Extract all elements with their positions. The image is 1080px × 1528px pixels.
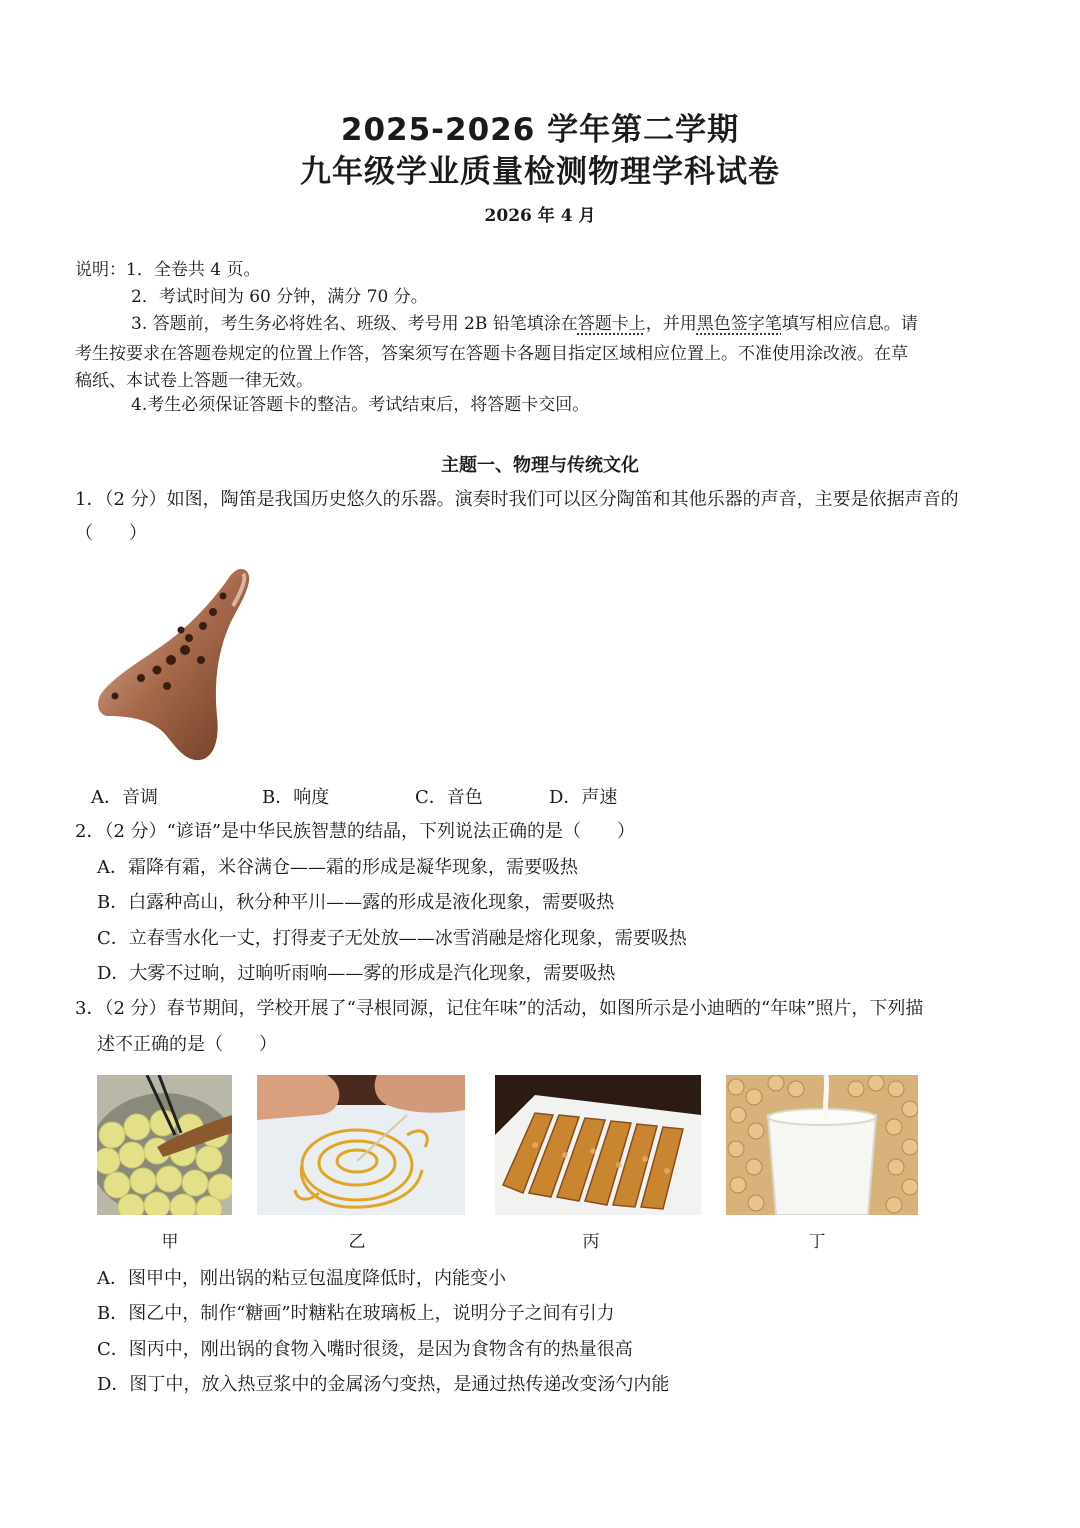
instruction-item-3-b: ，并用 <box>645 314 697 334</box>
q2-option-b: B．白露种高山，秋分种平川——露的形成是液化现象，需要吸热 <box>97 892 615 913</box>
q2-stem: 2．（2 分）“谚语”是中华民族智慧的结晶，下列说法正确的是（ ） <box>75 821 636 842</box>
photo-yi-sugar-painting <box>257 1075 465 1215</box>
caption-yi: 乙 <box>348 1232 366 1252</box>
q2-option-a: A．霜降有霜，米谷满仓——霜的形成是凝华现象，需要吸热 <box>97 857 578 878</box>
q3-stem-line2: 述不正确的是（ ） <box>97 1034 277 1055</box>
ocarina-image <box>95 566 255 766</box>
q2-option-c: C．立春雪水化一丈，打得麦子无处放——冰雪消融是熔化现象，需要吸热 <box>97 928 687 949</box>
caption-bing: 丙 <box>582 1232 600 1252</box>
q3-option-d: D．图丁中，放入热豆浆中的金属汤勺变热，是通过热传递改变汤勺内能 <box>97 1374 670 1395</box>
q3-option-a: A．图甲中，刚出锅的粘豆包温度降低时，内能变小 <box>97 1268 506 1289</box>
exam-date: 2026 年 4 月 <box>484 206 596 226</box>
instruction-item-2: 2．考试时间为 60 分钟，满分 70 分。 <box>131 287 428 307</box>
instruction-item-4: 4.考生必须保证答题卡的整洁。考试结束后，将答题卡交回。 <box>131 395 590 415</box>
q1-blank: （ ） <box>75 523 147 544</box>
photo-ding-soy-milk <box>726 1075 918 1215</box>
exam-title-line1: 2025-2026 学年第二学期 <box>340 112 740 148</box>
instruction-item-3-line2: 考生按要求在答题卷规定的位置上作答，答案须写在答题卡各题目指定区域相应位置上。不准使用涂改液。在草 <box>75 344 908 364</box>
section-title: 主题一、物理与传统文化 <box>441 455 639 476</box>
photo-jia-dumplings <box>97 1075 232 1215</box>
instruction-item-3-a: 3. 答题前，考生务必将姓名、班级、考号用 2B 铅笔填涂在 <box>131 314 578 334</box>
instruction-item-1: 1．全卷共 4 页。 <box>126 260 261 280</box>
q3-option-b: B．图乙中，制作“糖画”时糖粘在玻璃板上，说明分子之间有引力 <box>97 1303 615 1324</box>
photo-bing-fried-food <box>495 1075 701 1215</box>
instruction-dotted-black-pen: 黑色签字笔 <box>696 314 782 334</box>
instructions-label <box>75 259 260 281</box>
q3-stem-line1: 3．（2 分）春节期间，学校开展了“寻根同源，记住年味”的活动，如图所示是小迪晒的“年味”照片，下列描 <box>75 998 924 1019</box>
instruction-dotted-answer-card: 答题卡上 <box>577 314 646 334</box>
instructions-label-text: 说明： <box>75 260 126 280</box>
caption-ding: 丁 <box>808 1232 826 1252</box>
q2-option-d: D．大雾不过晌，过晌听雨响——雾的形成是汽化现象，需要吸热 <box>97 963 616 984</box>
q3-option-c: C．图丙中，刚出锅的食物入嘴时很烫，是因为食物含有的热量很高 <box>97 1339 633 1360</box>
instruction-item-3-c: 填写相应信息。请 <box>781 314 918 334</box>
q1-stem: 1．（2 分）如图，陶笛是我国历史悠久的乐器。演奏时我们可以区分陶笛和其他乐器的声音，主要是依据声音的 <box>75 489 959 510</box>
exam-title-line2: 九年级学业质量检测物理学科试卷 <box>300 154 780 190</box>
q1-option-b: B．响度 <box>262 787 330 808</box>
q1-option-a: A．音调 <box>91 787 158 808</box>
instruction-item-3-line3: 稿纸、本试卷上答题一律无效。 <box>75 371 313 391</box>
caption-jia: 甲 <box>161 1232 179 1252</box>
q1-option-c: C．音色 <box>415 787 483 808</box>
instruction-item-3 <box>131 313 918 335</box>
q1-option-d: D．声速 <box>549 787 618 808</box>
